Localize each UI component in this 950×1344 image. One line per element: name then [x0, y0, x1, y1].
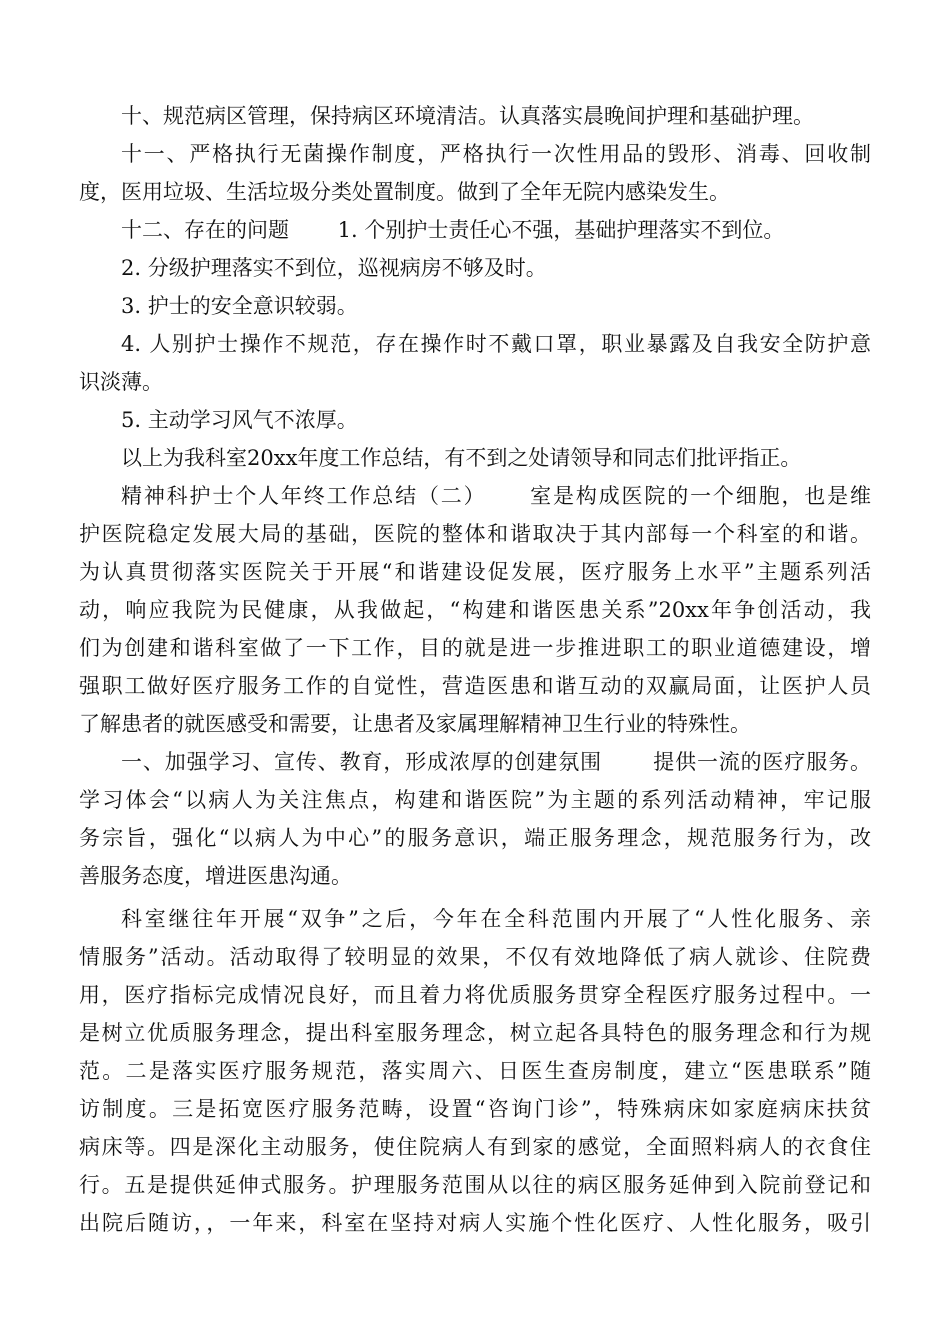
paragraph-line: 是树立优质服务理念，提出科室服务理念，树立起各具特色的服务理念和行为规 — [79, 1021, 871, 1045]
paragraph-line: 十一、严格执行无菌操作制度，严格执行一次性用品的毁形、消毒、回收制 — [121, 142, 871, 166]
paragraph-line: 学习体会“以病人为关注焦点，构建和谐医院”为主题的系列活动精神，牢记服 — [79, 788, 871, 812]
paragraph-line: 了解患者的就医感受和需要，让患者及家属理解精神卫生行业的特殊性。 — [79, 712, 751, 736]
paragraph-line: 动，响应我院为民健康，从我做起，“构建和谐医患关系”20xx年争创活动，我 — [79, 598, 871, 622]
paragraph-line: 3. 护士的安全意识较弱。 — [121, 294, 358, 318]
paragraph-line: 们为创建和谐科室做了一下工作，目的就是进一步推进职工的职业道德建设，增 — [79, 636, 871, 660]
paragraph-line: 度，医用垃圾、生活垃圾分类处置制度。做到了全年无院内感染发生。 — [79, 180, 730, 204]
paragraph-line: 十、规范病区管理，保持病区环境清洁。认真落实晨晚间护理和基础护理。 — [121, 104, 814, 128]
paragraph-line: 科室继往年开展“双争”之后，今年在全科范围内开展了“人性化服务、亲 — [121, 907, 871, 931]
paragraph-line: 访制度。三是拓宽医疗服务范畴，设置“咨询门诊”，特殊病床如家庭病床扶贫 — [79, 1097, 871, 1121]
paragraph-line: 一、加强学习、宣传、教育，形成浓厚的创建氛围 提供一流的医疗服务。 — [121, 750, 871, 774]
paragraph-line: 范。二是落实医疗服务规范，落实周六、日医生查房制度，建立“医患联系”随 — [79, 1059, 871, 1083]
paragraph-line: 5. 主动学习风气不浓厚。 — [121, 408, 358, 432]
paragraph-line: 情服务”活动。活动取得了较明显的效果，不仅有效地降低了病人就诊、住院费 — [79, 945, 871, 969]
paragraph-line: 为认真贯彻落实医院关于开展“和谐建设促发展，医疗服务上水平”主题系列活 — [79, 560, 871, 584]
paragraph-line: 识淡薄。 — [79, 370, 163, 394]
paragraph-line: 护医院稳定发展大局的基础，医院的整体和谐取决于其内部每一个科室的和谐。 — [79, 522, 871, 546]
paragraph-line: 用，医疗指标完成情况良好，而且着力将优质服务贯穿全程医疗服务过程中。一 — [79, 983, 871, 1007]
paragraph-line: 以上为我科室20xx年度工作总结，有不到之处请领导和同志们批评指正。 — [121, 446, 802, 470]
paragraph-line: 强职工做好医疗服务工作的自觉性，营造医患和谐互动的双赢局面，让医护人员 — [79, 674, 871, 698]
paragraph-line: 精神科护士个人年终工作总结（二） 室是构成医院的一个细胞，也是维 — [121, 484, 871, 508]
paragraph-line: 行。五是提供延伸式服务。护理服务范围从以往的病区服务延伸到入院前登记和 — [79, 1173, 871, 1197]
paragraph-line: 务宗旨，强化“以病人为中心”的服务意识，端正服务理念，规范服务行为，改 — [79, 826, 871, 850]
paragraph-line: 4. 人别护士操作不规范，存在操作时不戴口罩，职业暴露及自我安全防护意 — [121, 332, 871, 356]
paragraph-line: 病床等。四是深化主动服务，使住院病人有到家的感觉，全面照料病人的衣食住 — [79, 1135, 871, 1159]
paragraph-line: 善服务态度，增进医患沟通。 — [79, 864, 352, 888]
paragraph-line: 出院后随访，，一年来，科室在坚持对病人实施个性化医疗、人性化服务，吸引 — [79, 1211, 871, 1235]
paragraph-line: 2. 分级护理落实不到位，巡视病房不够及时。 — [121, 256, 547, 280]
paragraph-line: 十二、存在的问题 1. 个别护士责任心不强，基础护理落实不到位。 — [121, 218, 785, 242]
